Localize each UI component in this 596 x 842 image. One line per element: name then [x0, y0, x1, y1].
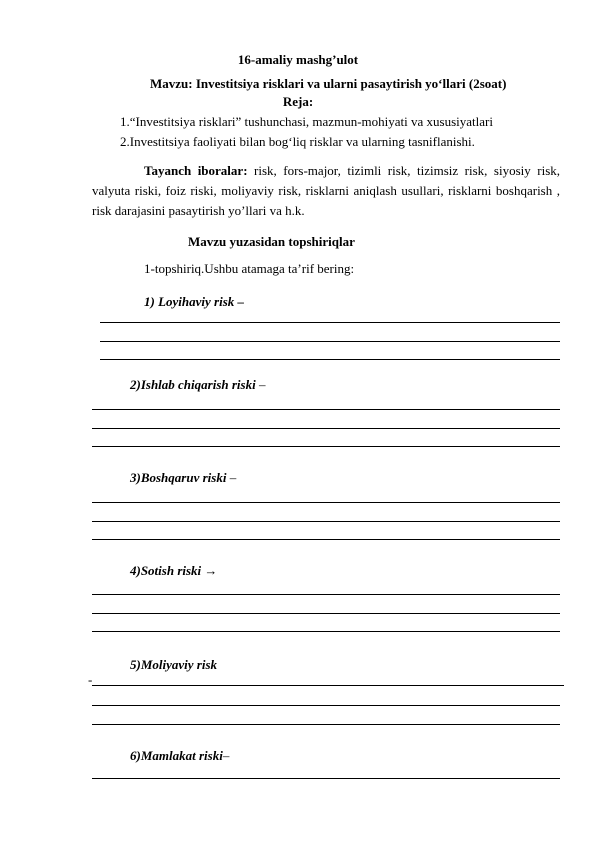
stray-mark: -: [88, 672, 93, 687]
tasks-heading: Mavzu yuzasidan topshiriqlar: [188, 234, 355, 249]
term-4-name: 4)Sotish riski: [130, 563, 202, 578]
answer-line[interactable]: [92, 409, 560, 410]
term-2-label: [130, 377, 265, 393]
answer-line[interactable]: [92, 539, 560, 540]
answer-line[interactable]: [92, 724, 560, 725]
term-2-name: 2)Ishlab chiqarish riski: [130, 377, 256, 392]
term-6-name: 6)Mamlakat riski: [130, 748, 223, 763]
plan-item-2: 2.Investitsiya faoliyati bilan bog‘liq risklar va ularning tasniflanishi.: [120, 134, 475, 149]
task-1-prompt: 1-topshiriq.Ushbu atamaga ta’rif bering:: [144, 261, 355, 276]
page-title: 16-amaliy mashg’ulot: [237, 52, 359, 67]
term-6-label: [130, 748, 229, 764]
term-2-dash: –: [255, 377, 266, 392]
term-3-name: 3)Boshqaruv riski: [130, 470, 227, 485]
term-4-arrow: →: [201, 563, 218, 578]
keywords-label: Tayanch iboralar:: [144, 163, 248, 178]
term-3-dash: –: [226, 470, 237, 485]
answer-line[interactable]: [92, 685, 564, 686]
plan-item-1: 1.“Investitsiya risklari” tushunchasi, mazmun-mohiyati va xususiyatlari: [120, 114, 493, 129]
keywords-text: risk, fors-major, tizimli risk, tizimsiz risk, siyosiy risk, valyuta riski, foiz riski, moliyaviy risk, risklarni aniqlash usullari, risklarni boshqarish , risk darajasini pasaytirish yo’llari va h.k.: [92, 163, 561, 218]
plan-label: Reja:: [282, 94, 314, 109]
answer-line[interactable]: [100, 322, 560, 323]
term-4-label: [130, 563, 217, 579]
answer-line[interactable]: [92, 613, 560, 614]
topic-title: Mavzu: Investitsiya risklari va ularni pasaytirish yo‘llari (2soat): [150, 76, 507, 91]
answer-line[interactable]: [92, 705, 560, 706]
keywords-paragraph: [92, 161, 560, 221]
answer-line[interactable]: [92, 446, 560, 447]
answer-line[interactable]: [92, 502, 560, 503]
term-1-label: 1) Loyihaviy risk –: [144, 294, 245, 309]
term-5-label: 5)Moliyaviy risk: [130, 657, 218, 672]
answer-line[interactable]: [92, 778, 560, 779]
term-6-dash: –: [222, 748, 230, 763]
answer-line[interactable]: [100, 359, 560, 360]
answer-line[interactable]: [92, 594, 560, 595]
answer-line[interactable]: [92, 521, 560, 522]
answer-line[interactable]: [100, 341, 560, 342]
answer-line[interactable]: [92, 631, 560, 632]
answer-line[interactable]: [92, 428, 560, 429]
term-3-label: [130, 470, 236, 486]
